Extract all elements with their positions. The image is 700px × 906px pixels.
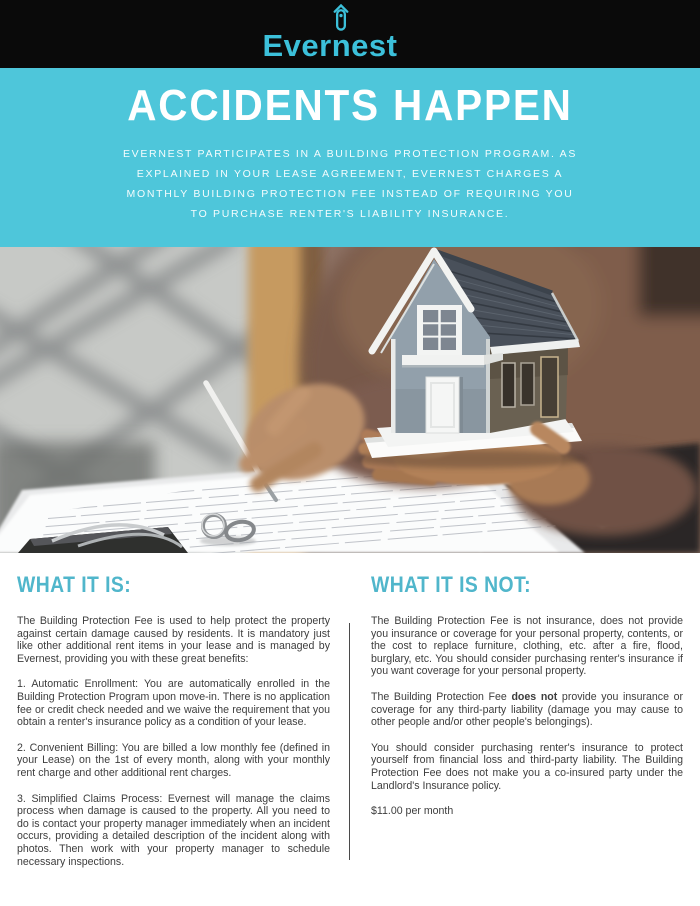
evernest-logo [263,30,398,68]
hero-banner [0,68,700,247]
what-it-is-heading: WHAT IT IS: [17,572,132,597]
logo-header [0,0,700,68]
logo-text-n: n [331,28,352,63]
monthly-fee: $11.00 per month [371,805,454,818]
logo-text-pre: Ever [262,28,332,63]
model-house-photo-illustration [0,247,700,553]
body-paragraph: You should consider purchasing renter's insurance to protect yourself from financial loss and third-party liability. The Building Protection Fee does not make you a co-insured party under the Landlord's Insurance policy. [371,741,683,792]
what-it-is-not-column [371,553,683,881]
body-paragraph: The Building Protection Fee does not provide you insurance or coverage for any third-party liability (damage you may cause to other people and/or other people's belongings). [371,690,684,729]
front-door [426,377,463,433]
info-section [0,553,700,906]
hero-photo [0,247,700,553]
hero-subtitle: EVERNEST PARTICIPATES IN A BUILDING PROTECTION PROGRAM. AS EXPLAINED IN YOUR LEASE AGREEMENT, EVERNEST CHARGES A MONTHLY BUILDING PROTECTION FEE INSTEAD OF REQUIRING YOU TO PURCHASE RENTER'S LIABILITY INSURANCE. [122,148,578,220]
gable-window [417,305,462,355]
birdhouse-icon [333,4,349,31]
body-paragraph: The Building Protection Fee is used to help protect the property against certain damage caused by residents. It is mandatory just like other additional rent items in your lease and is managed by Evernest, providing you with these great benefits: [17,615,330,665]
page-title: ACCIDENTS HAPPEN [127,81,573,130]
does-not-emphasis: does not [511,690,558,703]
column-divider [349,623,350,860]
body-paragraph: The Building Protection Fee is not insurance, does not provide you insurance or coverage for your personal property, contents, or the cost to replace furniture, clothing, etc. after a fire, flood, burglary, etc. You should consider purchasing renter's insurance if you want coverage for your personal property. [371,615,683,678]
what-it-is-column [17,553,330,881]
what-it-is-not-heading: WHAT IT IS NOT: [371,572,532,597]
body-paragraph: 1. Automatic Enrollment: You are automatically enrolled in the Building Protection Program upon move-in. There is no application fee or credit check needed and we waive the requirement that you obtain a renter's insurance policy as a condition of your lease. [17,678,330,729]
body-paragraph: 3. Simplified Claims Process: Evernest will manage the claims process when damage is caused to the property. All you need to do is contact your property manager immediately when an incident occurs, providing a detailed description of the incident along with photos. Then work with your property manager to schedule necessary inspections. [17,792,330,868]
logo-text-post: est [351,28,398,63]
body-paragraph: 2. Convenient Billing: You are billed a low monthly fee (defined in your Lease) on the 1st of every month, along with your monthly rent charge and other additional rent charges. [17,741,330,779]
